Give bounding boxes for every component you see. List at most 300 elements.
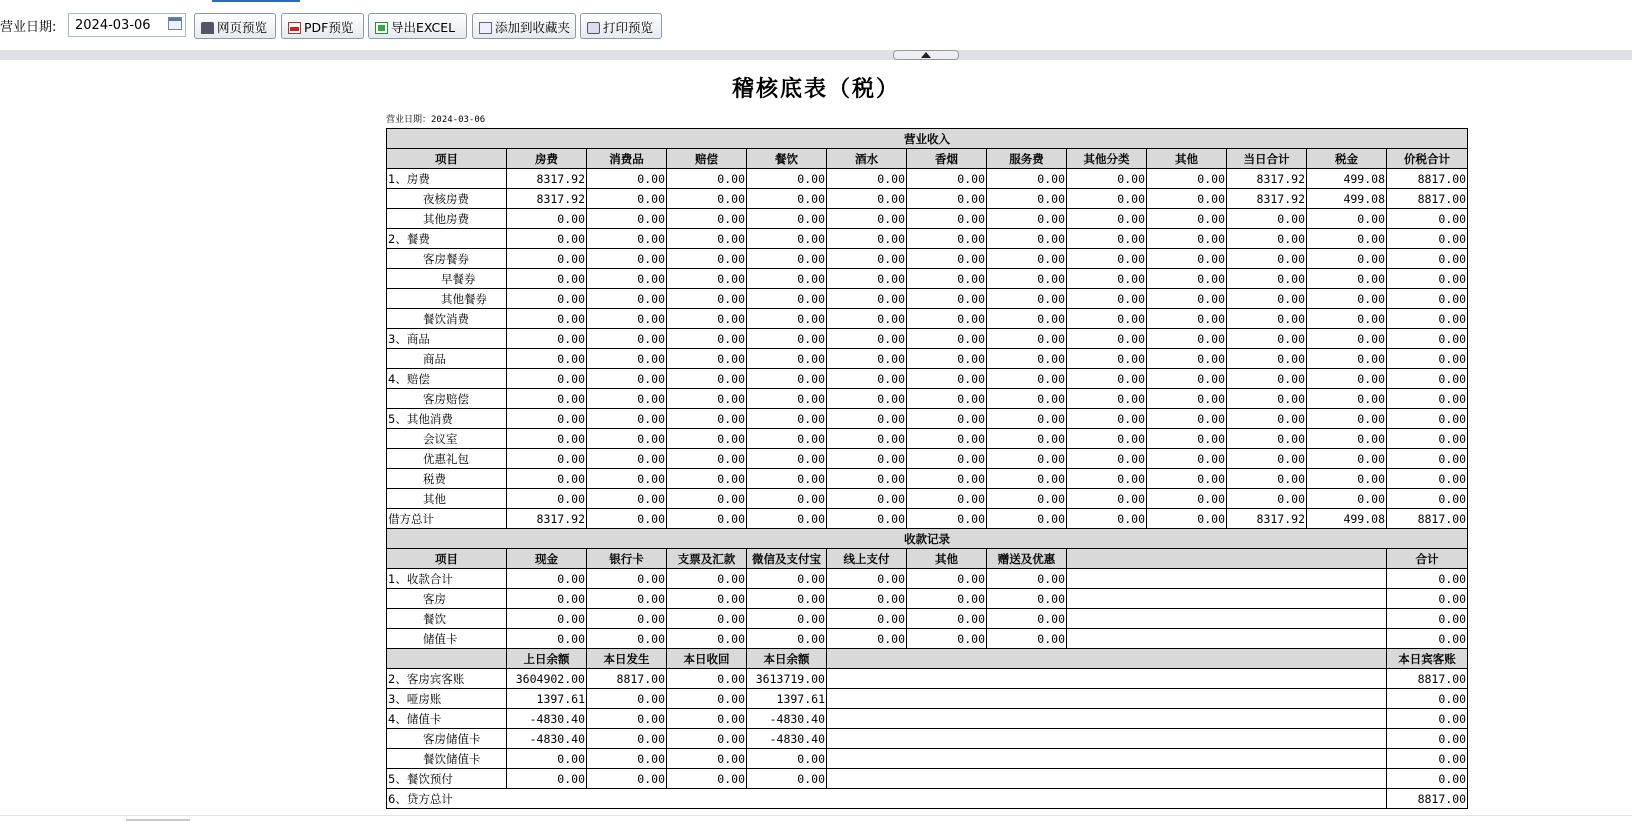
income-cell-value: 0.00 <box>1067 449 1147 469</box>
income-column-header: 税金 <box>1307 149 1387 169</box>
income-cell-value: 0.00 <box>1307 389 1387 409</box>
payments-cell-value: 0.00 <box>587 589 667 609</box>
income-table-row <box>387 389 1468 409</box>
income-column-header: 餐饮 <box>747 149 827 169</box>
income-cell-value: 0.00 <box>1227 329 1307 349</box>
income-cell-value: 0.00 <box>507 269 587 289</box>
income-row-label: 2、餐费 <box>387 229 507 249</box>
payments-cell-value: 0.00 <box>667 629 747 649</box>
income-cell-value: 0.00 <box>827 469 907 489</box>
income-cell-value: 0.00 <box>1147 489 1227 509</box>
income-cell-value: 0.00 <box>1227 269 1307 289</box>
income-cell-value: 0.00 <box>507 349 587 369</box>
income-cell-value: 0.00 <box>747 169 827 189</box>
balances-cell-value: 1397.61 <box>507 689 587 709</box>
income-cell-value: 0.00 <box>587 309 667 329</box>
income-cell-value: 0.00 <box>907 229 987 249</box>
income-cell-value: 0.00 <box>1227 249 1307 269</box>
payments-cell-value: 0.00 <box>507 569 587 589</box>
report-toolbar <box>0 0 1632 50</box>
income-cell-value: 8817.00 <box>1387 169 1468 189</box>
income-section-title: 营业收入 <box>387 129 1468 149</box>
payments-cell-value: 0.00 <box>747 569 827 589</box>
income-table-row <box>387 509 1468 529</box>
income-cell-value: 0.00 <box>1307 269 1387 289</box>
income-cell-value: 0.00 <box>827 169 907 189</box>
payments-row-label: 客房 <box>387 589 507 609</box>
payments-column-header: 其他 <box>907 549 987 569</box>
payments-column-header: 银行卡 <box>587 549 667 569</box>
income-cell-value: 499.08 <box>1307 169 1387 189</box>
audit-report-table <box>386 128 1468 809</box>
income-cell-value: 0.00 <box>667 309 747 329</box>
guest-ledger-header: 本日宾客账 <box>1387 649 1468 669</box>
income-cell-value: 0.00 <box>1307 209 1387 229</box>
payments-row-total: 0.00 <box>1387 569 1468 589</box>
income-cell-value: 0.00 <box>1227 369 1307 389</box>
income-cell-value: 0.00 <box>1147 309 1227 329</box>
income-cell-value: 0.00 <box>587 349 667 369</box>
income-table-row <box>387 429 1468 449</box>
balances-cell-value: 0.00 <box>587 709 667 729</box>
income-cell-value: 8317.92 <box>1227 169 1307 189</box>
income-table-row <box>387 289 1468 309</box>
income-cell-value: 0.00 <box>1067 269 1147 289</box>
income-cell-value: 0.00 <box>1227 409 1307 429</box>
income-cell-value: 0.00 <box>1227 469 1307 489</box>
balances-header-blank <box>387 649 507 669</box>
income-cell-value: 0.00 <box>987 369 1067 389</box>
payments-cell-value: 0.00 <box>507 609 587 629</box>
income-table-row <box>387 449 1468 469</box>
income-cell-value: 0.00 <box>667 489 747 509</box>
income-cell-value: 0.00 <box>667 349 747 369</box>
income-cell-value: 8317.92 <box>507 189 587 209</box>
income-cell-value: 0.00 <box>907 189 987 209</box>
income-column-header: 酒水 <box>827 149 907 169</box>
income-cell-value: 0.00 <box>907 249 987 269</box>
income-cell-value: 0.00 <box>907 169 987 189</box>
payments-column-header: 线上支付 <box>827 549 907 569</box>
income-cell-value: 499.08 <box>1307 509 1387 529</box>
report-date-line: 营业日期：2024-03-06 <box>386 115 486 125</box>
income-cell-value: 0.00 <box>907 489 987 509</box>
income-cell-value: 0.00 <box>587 489 667 509</box>
income-cell-value: 0.00 <box>1387 409 1468 429</box>
balances-column-header: 本日发生 <box>587 649 667 669</box>
balances-cell-value: 1397.61 <box>747 689 827 709</box>
income-table-row <box>387 369 1468 389</box>
export-excel-label: 导出EXCEL <box>391 20 456 35</box>
income-cell-value: 0.00 <box>507 469 587 489</box>
income-cell-value: 8317.92 <box>1227 189 1307 209</box>
balances-cell-value: -4830.40 <box>747 729 827 749</box>
income-cell-value: 0.00 <box>1147 469 1227 489</box>
income-column-header: 其他 <box>1147 149 1227 169</box>
payments-cell-value: 0.00 <box>907 589 987 609</box>
balances-table-row <box>387 669 1468 689</box>
balances-cell-value: 0.00 <box>587 689 667 709</box>
income-cell-value: 0.00 <box>907 289 987 309</box>
guest-ledger-value: 0.00 <box>1387 709 1468 729</box>
income-cell-value: 0.00 <box>747 189 827 209</box>
credit-total-value: 8817.00 <box>1387 789 1468 809</box>
income-cell-value: 0.00 <box>507 249 587 269</box>
income-cell-value: 0.00 <box>1067 329 1147 349</box>
income-cell-value: 0.00 <box>507 329 587 349</box>
income-cell-value: 8317.92 <box>507 509 587 529</box>
income-cell-value: 0.00 <box>827 509 907 529</box>
balances-empty-cell <box>827 769 1387 789</box>
web-preview-button[interactable] <box>194 13 276 39</box>
collapse-toggle-icon[interactable] <box>893 50 959 60</box>
add-favorite-label: 添加到收藏夹 <box>495 20 571 35</box>
income-cell-value: 0.00 <box>987 449 1067 469</box>
balances-row-label: 餐饮储值卡 <box>387 749 507 769</box>
balances-header-row <box>387 649 1468 669</box>
income-cell-value: 0.00 <box>1387 489 1468 509</box>
payments-cell-value: 0.00 <box>827 609 907 629</box>
income-table-row <box>387 489 1468 509</box>
payments-cell-value: 0.00 <box>667 609 747 629</box>
income-cell-value: 0.00 <box>507 229 587 249</box>
income-cell-value: 0.00 <box>1307 429 1387 449</box>
income-cell-value: 0.00 <box>1227 349 1307 369</box>
excel-icon <box>375 22 388 34</box>
balances-cell-value: 0.00 <box>667 729 747 749</box>
income-cell-value: 0.00 <box>1227 289 1307 309</box>
income-section-header-row <box>387 129 1468 149</box>
balances-empty-cell <box>827 689 1387 709</box>
payments-header-spacer <box>1067 549 1387 569</box>
income-cell-value: 0.00 <box>1387 329 1468 349</box>
income-cell-value: 0.00 <box>1067 369 1147 389</box>
balances-cell-value: 0.00 <box>507 769 587 789</box>
income-cell-value: 0.00 <box>1307 249 1387 269</box>
guest-ledger-value: 0.00 <box>1387 749 1468 769</box>
income-table-row <box>387 329 1468 349</box>
income-cell-value: 0.00 <box>987 269 1067 289</box>
income-cell-value: 0.00 <box>747 329 827 349</box>
income-table-row <box>387 209 1468 229</box>
payments-cell-value: 0.00 <box>747 629 827 649</box>
income-cell-value: 0.00 <box>1307 309 1387 329</box>
income-cell-value: 8317.92 <box>507 169 587 189</box>
payments-row-total: 0.00 <box>1387 589 1468 609</box>
income-cell-value: 0.00 <box>667 409 747 429</box>
income-column-header: 服务费 <box>987 149 1067 169</box>
income-cell-value: 0.00 <box>1387 249 1468 269</box>
income-cell-value: 0.00 <box>827 249 907 269</box>
footer-divider <box>0 815 1632 816</box>
income-column-header: 当日合计 <box>1227 149 1307 169</box>
income-cell-value: 0.00 <box>1147 269 1227 289</box>
income-cell-value: 0.00 <box>747 409 827 429</box>
income-column-header: 消费品 <box>587 149 667 169</box>
income-cell-value: 0.00 <box>1067 209 1147 229</box>
income-cell-value: 0.00 <box>1227 429 1307 449</box>
income-cell-value: 0.00 <box>1067 189 1147 209</box>
income-cell-value: 0.00 <box>987 309 1067 329</box>
income-cell-value: 0.00 <box>1227 389 1307 409</box>
income-cell-value: 0.00 <box>1067 229 1147 249</box>
income-cell-value: 0.00 <box>827 229 907 249</box>
income-row-label: 5、其他消费 <box>387 409 507 429</box>
income-cell-value: 0.00 <box>827 389 907 409</box>
payments-cell-value: 0.00 <box>747 609 827 629</box>
income-cell-value: 0.00 <box>907 309 987 329</box>
income-cell-value: 0.00 <box>587 329 667 349</box>
balances-header-spacer <box>827 649 1387 669</box>
income-cell-value: 0.00 <box>1067 409 1147 429</box>
income-cell-value: 0.00 <box>667 209 747 229</box>
balances-cell-value: 3604902.00 <box>507 669 587 689</box>
income-cell-value: 0.00 <box>587 449 667 469</box>
income-cell-value: 0.00 <box>667 329 747 349</box>
balances-cell-value: 0.00 <box>667 769 747 789</box>
income-table-row <box>387 169 1468 189</box>
income-cell-value: 0.00 <box>1227 309 1307 329</box>
income-cell-value: 0.00 <box>587 229 667 249</box>
business-date-label: 营业日期: <box>0 20 57 35</box>
income-cell-value: 0.00 <box>1307 369 1387 389</box>
balances-row-label: 客房储值卡 <box>387 729 507 749</box>
income-cell-value: 0.00 <box>587 209 667 229</box>
income-cell-value: 0.00 <box>747 489 827 509</box>
income-cell-value: 0.00 <box>827 189 907 209</box>
payments-cell-value: 0.00 <box>667 569 747 589</box>
payments-table-row <box>387 589 1468 609</box>
balances-table-row <box>387 749 1468 769</box>
balances-cell-value: 0.00 <box>667 669 747 689</box>
income-cell-value: 0.00 <box>1147 189 1227 209</box>
payments-row-label: 储值卡 <box>387 629 507 649</box>
income-cell-value: 0.00 <box>747 209 827 229</box>
income-cell-value: 0.00 <box>507 289 587 309</box>
favorite-icon <box>479 22 492 34</box>
income-cell-value: 8817.00 <box>1387 189 1468 209</box>
income-cell-value: 0.00 <box>827 349 907 369</box>
income-cell-value: 0.00 <box>987 489 1067 509</box>
income-row-label: 客房餐券 <box>387 249 507 269</box>
income-cell-value: 0.00 <box>507 309 587 329</box>
income-cell-value: 0.00 <box>1387 209 1468 229</box>
income-cell-value: 0.00 <box>747 449 827 469</box>
income-cell-value: 0.00 <box>987 389 1067 409</box>
income-table-row <box>387 189 1468 209</box>
income-cell-value: 0.00 <box>1307 449 1387 469</box>
balances-cell-value: -4830.40 <box>507 709 587 729</box>
payments-empty-cell <box>1067 589 1387 609</box>
income-cell-value: 0.00 <box>907 369 987 389</box>
income-table-row <box>387 249 1468 269</box>
income-row-label: 其他餐券 <box>387 289 507 309</box>
income-cell-value: 0.00 <box>1067 289 1147 309</box>
income-row-label: 税费 <box>387 469 507 489</box>
income-cell-value: 0.00 <box>667 369 747 389</box>
income-cell-value: 0.00 <box>987 349 1067 369</box>
balances-cell-value: 0.00 <box>747 769 827 789</box>
payments-row-label: 1、收款合计 <box>387 569 507 589</box>
payments-row-total: 0.00 <box>1387 609 1468 629</box>
income-column-header: 赔偿 <box>667 149 747 169</box>
payments-row-label: 餐饮 <box>387 609 507 629</box>
income-cell-value: 0.00 <box>1387 269 1468 289</box>
income-cell-value: 0.00 <box>1387 229 1468 249</box>
income-column-header: 香烟 <box>907 149 987 169</box>
income-column-header-row <box>387 149 1468 169</box>
income-cell-value: 0.00 <box>907 389 987 409</box>
income-cell-value: 0.00 <box>827 369 907 389</box>
payments-total-header: 合计 <box>1387 549 1468 569</box>
income-cell-value: 0.00 <box>1307 469 1387 489</box>
income-cell-value: 0.00 <box>1067 469 1147 489</box>
income-cell-value: 0.00 <box>667 289 747 309</box>
income-cell-value: 0.00 <box>747 509 827 529</box>
income-row-label: 商品 <box>387 349 507 369</box>
income-cell-value: 8817.00 <box>1387 509 1468 529</box>
payments-table-row <box>387 629 1468 649</box>
balances-empty-cell <box>827 669 1387 689</box>
income-cell-value: 0.00 <box>1387 349 1468 369</box>
income-cell-value: 0.00 <box>827 269 907 289</box>
balances-cell-value: 0.00 <box>667 749 747 769</box>
income-cell-value: 0.00 <box>907 349 987 369</box>
income-cell-value: 0.00 <box>987 409 1067 429</box>
balances-cell-value: 3613719.00 <box>747 669 827 689</box>
income-cell-value: 0.00 <box>1387 289 1468 309</box>
income-cell-value: 0.00 <box>587 369 667 389</box>
payments-cell-value: 0.00 <box>907 629 987 649</box>
income-cell-value: 0.00 <box>1387 369 1468 389</box>
income-table-row <box>387 469 1468 489</box>
income-cell-value: 0.00 <box>827 329 907 349</box>
income-cell-value: 0.00 <box>987 289 1067 309</box>
income-column-header: 其他分类 <box>1067 149 1147 169</box>
income-cell-value: 0.00 <box>1227 489 1307 509</box>
income-cell-value: 0.00 <box>907 269 987 289</box>
payments-cell-value: 0.00 <box>507 629 587 649</box>
pdf-preview-button[interactable] <box>281 13 364 39</box>
payments-empty-cell <box>1067 629 1387 649</box>
income-cell-value: 0.00 <box>1147 249 1227 269</box>
income-cell-value: 0.00 <box>1307 329 1387 349</box>
income-cell-value: 0.00 <box>907 509 987 529</box>
income-cell-value: 0.00 <box>747 389 827 409</box>
income-cell-value: 0.00 <box>1067 509 1147 529</box>
payments-cell-value: 0.00 <box>987 609 1067 629</box>
income-cell-value: 0.00 <box>507 429 587 449</box>
guest-ledger-value: 0.00 <box>1387 729 1468 749</box>
income-cell-value: 0.00 <box>1307 349 1387 369</box>
income-cell-value: 499.08 <box>1307 189 1387 209</box>
income-cell-value: 0.00 <box>747 429 827 449</box>
balances-row-label: 3、哑房账 <box>387 689 507 709</box>
balances-table-row <box>387 709 1468 729</box>
payments-cell-value: 0.00 <box>827 589 907 609</box>
income-cell-value: 0.00 <box>587 249 667 269</box>
payments-table-row <box>387 569 1468 589</box>
balances-empty-cell <box>827 729 1387 749</box>
income-cell-value: 0.00 <box>587 429 667 449</box>
balances-cell-value: 8817.00 <box>587 669 667 689</box>
income-row-label: 借方总计 <box>387 509 507 529</box>
print-preview-button[interactable] <box>580 13 662 39</box>
income-row-label: 其他 <box>387 489 507 509</box>
income-cell-value: 0.00 <box>827 409 907 429</box>
income-cell-value: 0.00 <box>507 369 587 389</box>
income-cell-value: 0.00 <box>587 289 667 309</box>
payments-table-row <box>387 609 1468 629</box>
income-cell-value: 0.00 <box>507 389 587 409</box>
payments-column-header: 微信及支付宝 <box>747 549 827 569</box>
income-row-label: 会议室 <box>387 429 507 449</box>
income-cell-value: 0.00 <box>1147 229 1227 249</box>
income-cell-value: 0.00 <box>987 509 1067 529</box>
report-title: 稽核底表（税） <box>731 76 900 102</box>
balances-row-label: 5、餐饮预付 <box>387 769 507 789</box>
income-cell-value: 0.00 <box>587 469 667 489</box>
credit-total-row <box>387 789 1468 809</box>
payments-cell-value: 0.00 <box>907 569 987 589</box>
income-row-label: 1、房费 <box>387 169 507 189</box>
web-preview-label: 网页预览 <box>217 20 268 35</box>
income-cell-value: 0.00 <box>1147 409 1227 429</box>
income-cell-value: 0.00 <box>587 269 667 289</box>
income-cell-value: 0.00 <box>507 409 587 429</box>
calendar-icon[interactable] <box>168 17 182 30</box>
income-cell-value: 0.00 <box>1307 489 1387 509</box>
income-cell-value: 0.00 <box>987 209 1067 229</box>
income-cell-value: 0.00 <box>1227 209 1307 229</box>
payments-cell-value: 0.00 <box>587 569 667 589</box>
balances-empty-cell <box>827 709 1387 729</box>
income-cell-value: 0.00 <box>747 249 827 269</box>
payments-column-header: 项目 <box>387 549 507 569</box>
balances-cell-value: 0.00 <box>587 729 667 749</box>
income-cell-value: 0.00 <box>747 349 827 369</box>
income-cell-value: 0.00 <box>667 449 747 469</box>
web-preview-icon <box>201 22 214 34</box>
payments-cell-value: 0.00 <box>587 609 667 629</box>
income-column-header: 项目 <box>387 149 507 169</box>
payments-cell-value: 0.00 <box>987 569 1067 589</box>
income-row-label: 4、赔偿 <box>387 369 507 389</box>
balances-cell-value: 0.00 <box>667 689 747 709</box>
payments-cell-value: 0.00 <box>827 569 907 589</box>
income-cell-value: 0.00 <box>747 269 827 289</box>
income-cell-value: 0.00 <box>987 469 1067 489</box>
balances-cell-value: 0.00 <box>667 709 747 729</box>
add-favorite-button[interactable] <box>472 13 576 39</box>
export-excel-button[interactable] <box>368 13 467 39</box>
balances-cell-value: 0.00 <box>587 749 667 769</box>
income-cell-value: 0.00 <box>1387 429 1468 449</box>
balances-cell-value: -4830.40 <box>507 729 587 749</box>
income-cell-value: 0.00 <box>987 329 1067 349</box>
income-cell-value: 0.00 <box>827 289 907 309</box>
income-table-row <box>387 309 1468 329</box>
income-cell-value: 0.00 <box>1387 389 1468 409</box>
payments-column-header: 现金 <box>507 549 587 569</box>
payments-column-header: 赠送及优惠 <box>987 549 1067 569</box>
income-cell-value: 0.00 <box>667 509 747 529</box>
payments-cell-value: 0.00 <box>747 589 827 609</box>
panel-splitter[interactable] <box>0 50 1632 60</box>
income-row-label: 客房赔偿 <box>387 389 507 409</box>
income-cell-value: 0.00 <box>1067 169 1147 189</box>
balances-empty-cell <box>827 749 1387 769</box>
